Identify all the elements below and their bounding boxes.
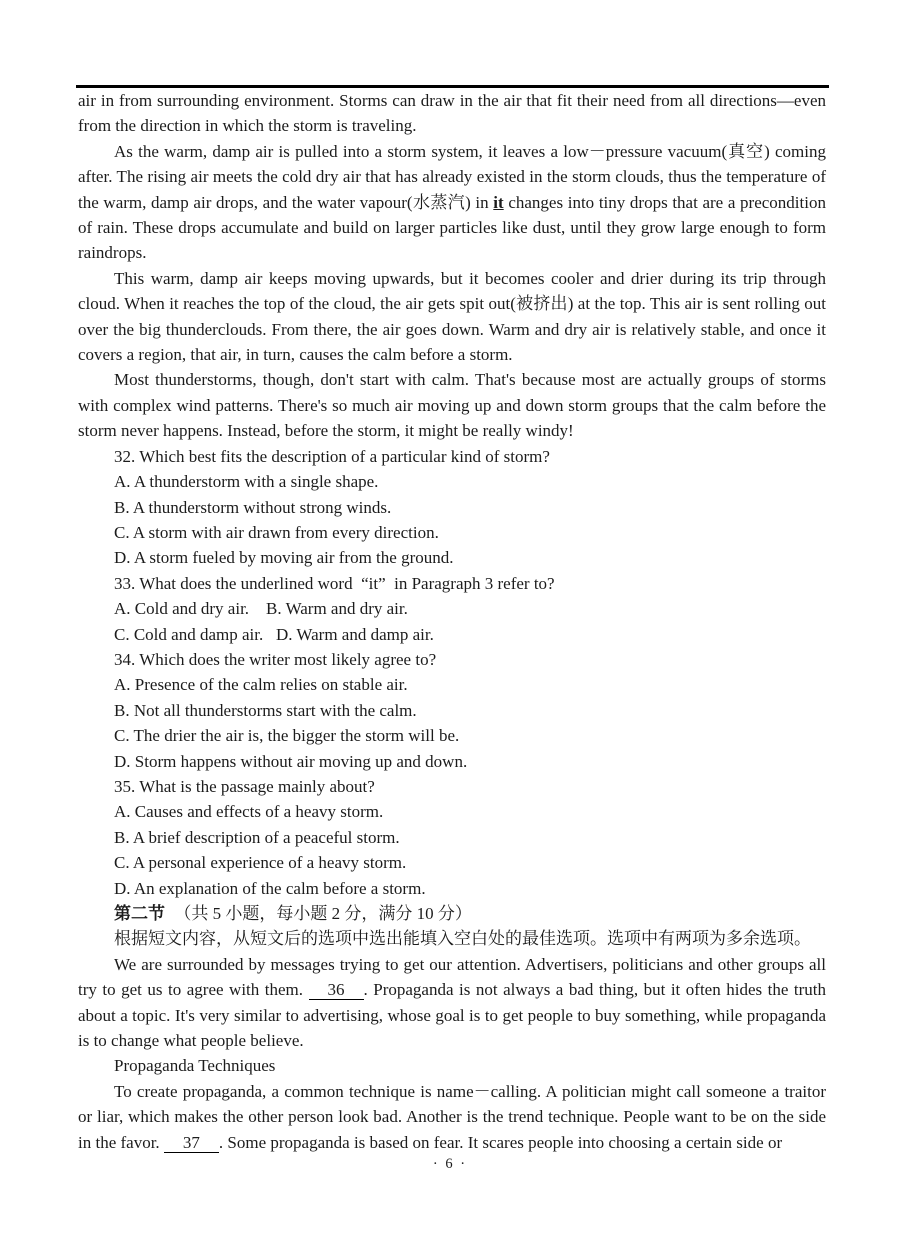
- paragraph-text: . Propaganda is not always a bad thing, but it often hides the truth about a topic. It's very similar to advertising, whose goal is to get people to buy something, while propaganda is to change what people believe.: [78, 980, 826, 1051]
- section2-heading: [78, 901, 826, 926]
- question-33-stem: 33. What does the underlined word “it” in Paragraph 3 refer to?: [114, 573, 555, 593]
- question-33-options-ab: A. Cold and dry air. B. Warm and dry air.: [114, 599, 408, 619]
- cloze-paragraph: [78, 1079, 826, 1155]
- question-34-option-a: A. Presence of the calm relies on stable air.: [114, 675, 408, 695]
- question-35-option-b: B. A brief description of a peaceful storm.: [114, 827, 400, 847]
- question-34-option-c: C. The drier the air is, the bigger the storm will be.: [114, 726, 460, 746]
- cloze-blank-36: 36: [309, 980, 364, 1000]
- question-32-option-d: D. A storm fueled by moving air from the ground.: [114, 548, 454, 568]
- page-number: · 6 ·: [432, 1156, 468, 1172]
- section2-heading-score-note: （共 5 小题，每小题 2 分，满分 10 分）: [174, 904, 472, 923]
- passage-paragraph: Most thunderstorms, though, don't start with calm. That's because most are actually groups of storms with complex wind patterns. There's so much air moving up and down storm groups that the calm before the storm never happens. Instead, before the storm, it might be really windy!: [78, 370, 826, 441]
- page-content: [78, 88, 826, 1155]
- passage-paragraph: This warm, damp air keeps moving upwards, but it becomes cooler and drier during its trip through cloud. When it reaches the top of the cloud, the air gets spit out(被挤出) at the top. This air is sent rolling out over the big thunderclouds. From there, the air goes down. Warm and dry air is relatively stable, and once it covers a region, that air, in turn, causes the calm before a storm.: [78, 268, 826, 365]
- question-34-stem: 34. Which does the writer most likely agree to?: [114, 649, 437, 669]
- paragraph-text: changes into tiny drops that are a precondition of rain. These drops accumulate and build on larger particles like dust, until they grow large enough to form raindrops.: [78, 192, 826, 263]
- paragraph-text: . Some propaganda is based on fear. It scares people into choosing a certain side or: [218, 1132, 783, 1152]
- question-34-option-b: B. Not all thunderstorms start with the calm.: [114, 700, 417, 720]
- question-33-options-cd: C. Cold and damp air. D. Warm and damp air.: [114, 624, 434, 644]
- question-35-option-d: D. An explanation of the calm before a storm.: [114, 878, 426, 898]
- passage-paragraph-continued: air in from surrounding environment. Storms can draw in the air that fit their need from all directions—even from the direction in which the storm is traveling.: [78, 91, 826, 136]
- section2-instruction: 根据短文内容，从短文后的选项中选出能填入空白处的最佳选项。选项中有两项为多余选项。: [114, 929, 811, 949]
- paragraph-text: We are surrounded by messages trying to get our attention. Advertisers, politicians and other groups all try to get us to agree with them.: [78, 954, 826, 1000]
- question-32-stem: 32. Which best fits the description of a particular kind of storm?: [114, 446, 550, 466]
- paragraph-text: To create propaganda, a common technique is name－calling. A politician might call someone a traitor or liar, which makes the other person look bad. Another is the trend technique. People want to be on the side in the favor.: [78, 1081, 826, 1152]
- question-32-option-c: C. A storm with air drawn from every direction.: [114, 522, 439, 542]
- cloze-paragraph: [78, 952, 826, 1054]
- question-32-option-b: B. A thunderstorm without strong winds.: [114, 497, 392, 517]
- question-34-option-d: D. Storm happens without air moving up and down.: [114, 751, 468, 771]
- question-32-option-a: A. A thunderstorm with a single shape.: [114, 472, 379, 492]
- paragraph-text: As the warm, damp air is pulled into a storm system, it leaves a low－pressure vacuum(真空) coming after. The rising air meets the cold dry air that has already existed in the storm clouds, thus the temperature of the warm, damp air drops, and the water vapour(水蒸汽) in: [78, 141, 826, 212]
- cloze-blank-37: 37: [164, 1133, 219, 1153]
- question-35-option-c: C. A personal experience of a heavy storm.: [114, 853, 407, 873]
- underlined-word-it: it: [493, 192, 504, 212]
- cloze-subheading: Propaganda Techniques: [114, 1056, 276, 1076]
- question-35-stem: 35. What is the passage mainly about?: [114, 776, 375, 796]
- section2-heading-title: 第二节: [114, 904, 165, 923]
- passage-paragraph: [78, 139, 826, 266]
- question-35-option-a: A. Causes and effects of a heavy storm.: [114, 802, 384, 822]
